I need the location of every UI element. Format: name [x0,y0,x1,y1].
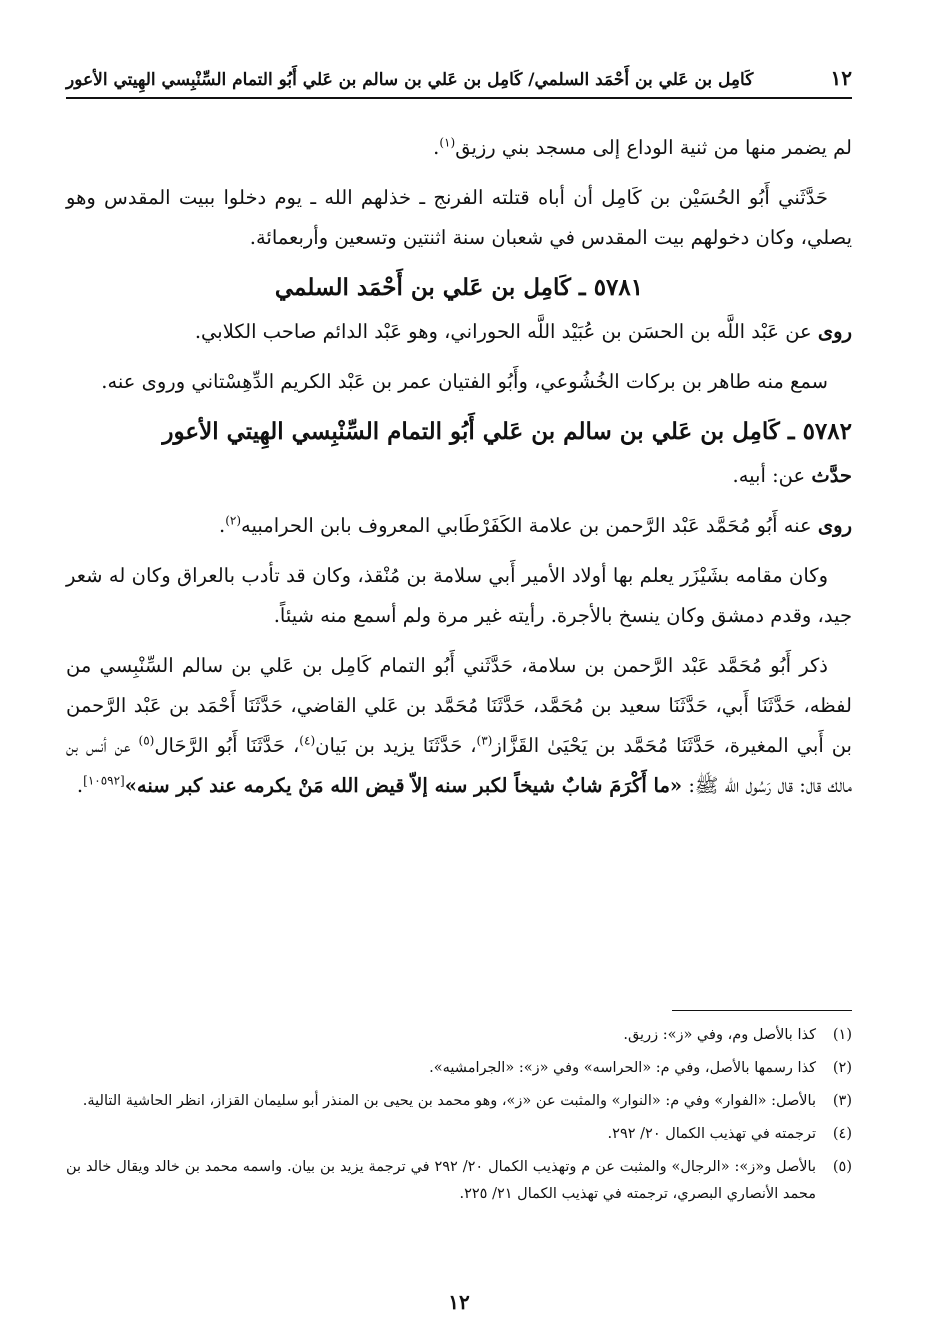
hadith-reference: [١٠٥٩٢] [83,773,125,788]
hadith-text: «ما أَكْرَمَ شابٌ شيخاً لكبر سنه إلاّ قيض الله مَنْ يكرمه عند كبر سنه» [124,774,683,797]
paragraph-8 [66,646,852,806]
footnote-item [66,1121,852,1148]
footnote-number: (٢) [832,1060,852,1076]
footnote-text: ترجمته في تهذيب الكمال ٢٠/ ٢٩٢. [607,1126,816,1142]
book-page [66,0,852,1341]
paragraph-8-part-c: ، حَدَّثَنَا أَبُو الرَّحَال [154,734,300,757]
running-header [66,58,852,90]
paragraph-5-lead: حدَّث [811,464,852,487]
paragraph-1-end: . [433,136,440,159]
footer-page-number: ١٢ [448,1290,470,1314]
paragraph-1-text: لم يضمر منها من ثنية الوداع إلى مسجد بني رزيق [455,136,852,159]
paragraph-5 [66,456,852,496]
footnote-text: بالأصل و«ز»: «الرجال» والمثبت عن م وتهذيب الكمال ٢٠/ ٢٩٢ في ترجمة يزيد بن بيان. واسمه محمد بن خالد ويقال خالد بن محمد الأنصاري البصري، ترجمته في تهذيب الكمال ٢١/ ٢٢٥. [66,1159,816,1202]
paragraph-6-lead: روى [817,514,852,537]
paragraph-3-lead: روى [817,320,852,343]
paragraph-8-part-a: ذكر أَبُو مُحَمَّد عَبْد الرَّحمن بن سلامة، حَدَّثَني أَبُو التمام كَامِل بن عَلي بن سالم السِّنْبِسي من لفظه، حَدَّثَنَا أَبي، حَدَّثَنَا سعيد بن مُحَمَّد، حَدَّثَنَا مُحَمَّد بن عَلي القاضي، حَدَّثَنَا أَحْمَد بن عَبْد الرَّحمن بن أَبي المغيرة، حَدَّثَنَا مُحَمَّد بن يَحْيَىٰ القَزَّاز [66,654,852,757]
paragraph-3 [66,312,852,352]
paragraph-6-end: . [219,514,226,537]
footnote-text: كذا رسمها بالأصل، وفي م: «الحراسه» وفي «ز»: «الجرامشيه». [429,1060,816,1076]
header-running-title: كَامِل بن عَلي بن أَحْمَد السلمي/ كَامِل بن عَلي بن سالم بن عَلي أَبُو التمام السِّنْبِسي الهِيتي الأعور [66,70,754,90]
paragraph-6-text: عنه أَبُو مُحَمَّد عَبْد الرَّحمن بن علامة الكَفَرْطَابي المعروف بابن الحرامبيه [241,514,818,537]
footnote-number: (٣) [832,1093,852,1109]
footnote-number: (٤) [832,1126,852,1142]
footnote-ref-2: (٢) [225,513,242,528]
footnote-item [66,1088,852,1115]
entry-heading-5782: ٥٧٨٢ ـ كَامِل بن عَلي بن سالم بن عَلي أَبُو التمام السِّنْبِسي الهِيتي الأعور [162,418,852,445]
footnote-ref-3: (٣) [476,733,493,748]
paragraph-7: وكان مقامه بشَيْزَر يعلم بها أولاد الأمير أَبي سلامة بن مُنْقذ، وكان قد تأدب بالعراق وكان له شعر جيد، وقدم دمشق وكان ينسخ بالأجرة. رأيته غير مرة ولم أسمع منه شيئاً. [66,564,852,627]
paragraph-1 [66,128,852,168]
paragraph-8-end: . [76,774,84,797]
footnote-item [66,1055,852,1082]
footnote-ref-5: (٥) [138,733,155,748]
paragraph-4: سمع منه طاهر بن بركات الخُشُوعي، وأَبُو الفتيان عمر بن عَبْد الكريم الدِّهِسْتاني وروى عنه. [101,370,828,393]
paragraph-6 [66,506,852,546]
paragraph-2: حَدَّثَني أَبُو الحُسَيْن بن كَامِل أن أباه قتلته الفرنج ـ خذلهم الله ـ يوم دخلوا ببيت المقدس وهو يصلي، وكان دخولهم بيت المقدس في شعبان سنة اثنتين وتسعين وأربعمائة. [66,186,852,249]
paragraph-8-part-d: عن أنس بن مالك قال: قال رَسُول الله ﷺ: [66,734,852,797]
footnotes [66,1022,852,1214]
footnote-number: (١) [832,1027,852,1043]
header-divider [66,97,852,99]
main-text [66,128,852,816]
footnote-number: (٥) [832,1159,852,1175]
paragraph-5-text: عن: أبيه. [732,464,812,487]
footnote-text: بالأصل: «الفوار» وفي م: «النوار» والمثبت عن «ز»، وهو محمد بن يحيى بن المنذر أبو سليمان القزاز، انظر الحاشية التالية. [82,1093,816,1109]
footnote-divider [672,1010,852,1011]
paragraph-8-part-b: ، حَدَّثَنَا يزيد بن بَيان [315,734,477,757]
footnote-item [66,1022,852,1049]
footnote-text: كذا بالأصل وم، وفي «ز»: زريق. [623,1027,816,1043]
footnote-ref-1: (١) [439,135,456,150]
footnote-ref-4: (٤) [299,733,316,748]
paragraph-3-text: عن عَبْد اللَّه بن الحسَن بن عُبَيْد اللَّه الحوراني، وهو عَبْد الدائم صاحب الكلابي. [194,320,818,343]
entry-heading-5781: ٥٧٨١ ـ كَامِل بن عَلي بن أَحْمَد السلمي [274,274,644,301]
header-page-number: ١٢ [830,66,852,90]
footnote-item [66,1154,852,1208]
